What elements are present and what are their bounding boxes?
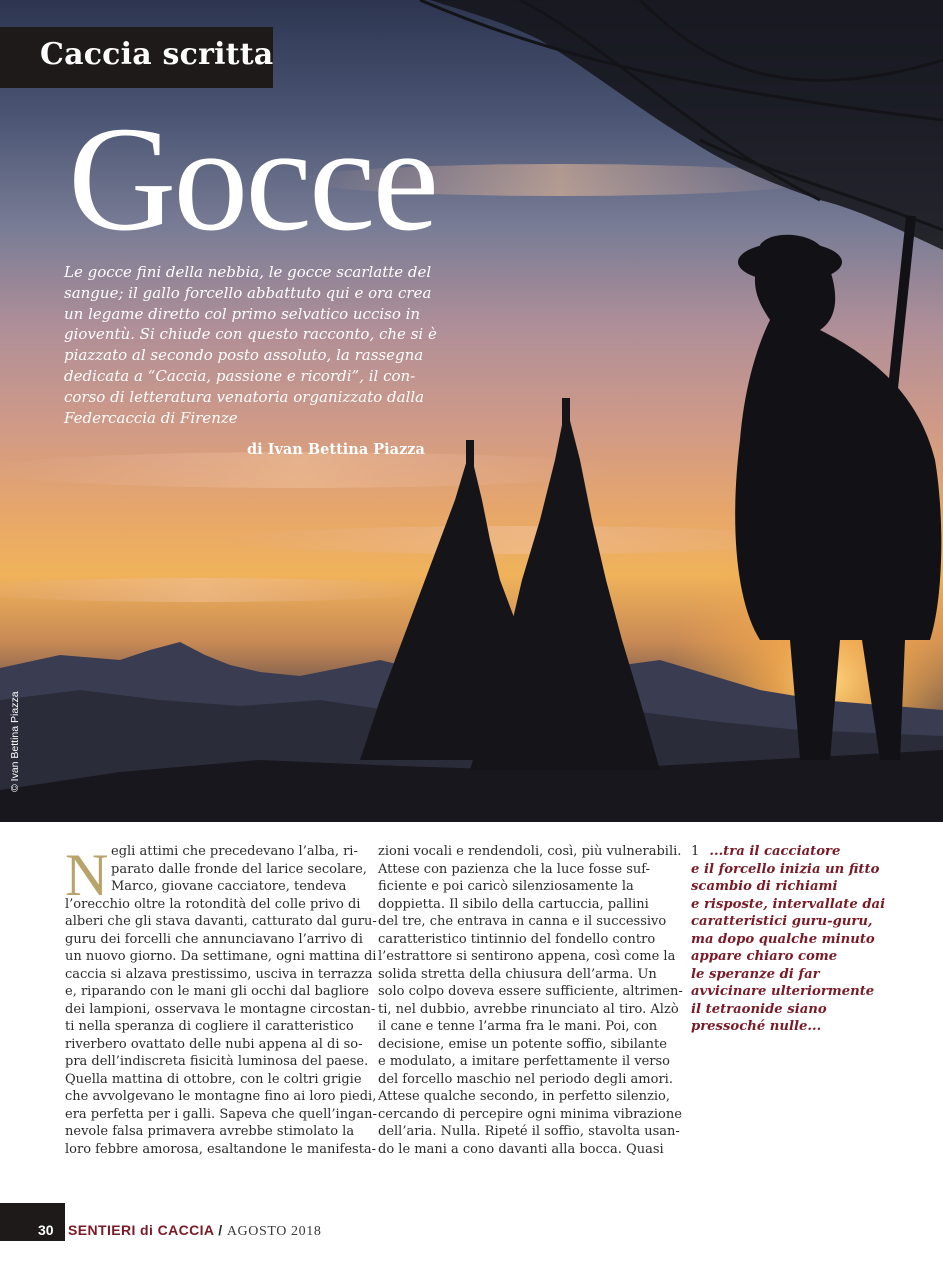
page-number: 30 [38,1222,54,1238]
standfirst-line: piazzato al secondo posto assoluto, la rassegna [64,346,424,365]
caption-first-line [691,843,901,861]
article-title: Gocce [68,96,437,262]
body-line: del tre, che entrava in canna e il successivo [378,914,667,929]
body-column-2 [378,843,683,1158]
body-line: doppietta. Il sibilo della cartuccia, pallini [378,896,649,912]
body-line: Quella mattina di ottobre, con le coltri grigie [65,1071,362,1087]
standfirst-line: corso di letteratura venatoria organizzato dalla [64,387,425,406]
body-line: solida stretta della chiusura dell’arma. Un [378,966,657,982]
caption-line: avvicinare ulteriormente [691,984,875,999]
body-line: pra dell’indiscreta fisicità luminosa del paese. [65,1054,369,1069]
body-line: dei lampioni, osservava le montagne circostan- [65,1001,376,1017]
body-line: l’estrattore si sentirono appena, così come la [378,949,676,964]
body-line: solo colpo doveva essere sufficiente, altrimen- [378,984,683,999]
body-line: che avvolgevano le montagne fino ai loro piedi, [65,1089,377,1104]
caption-line: e risposte, intervallate dai [691,896,886,912]
caption-line: appare chiaro come [691,949,838,964]
body-line: ficiente e poi caricò silenziosamente la [378,879,634,894]
body-line: era perfetta per i galli. Sapeva che quell’ingan- [65,1106,377,1122]
body-line: e, riparando con le mani gli occhi dal bagliore [65,984,369,999]
section-tag-label: Caccia scritta [40,37,274,72]
body-line: guru dei forcelli che annunciavano l’arrivo di [65,931,363,947]
body-line: ti nella speranza di cogliere il caratteristico [65,1019,354,1034]
standfirst-line: dedicata a “Caccia, passione e ricordi”, il con- [64,366,416,385]
body-line: ti, nel dubbio, avrebbe rinunciato al tiro. Alzò [378,1001,679,1017]
standfirst [64,262,437,428]
body-line: riverbero ovattato delle nubi appena al di so- [65,1036,363,1052]
drop-cap: N [65,842,109,908]
standfirst-line: sangue; il gallo forcello abbattuto qui e ora crea [64,283,432,302]
body-line: dell’aria. Nulla. Ripeté il soffio, stavolta usan- [378,1124,680,1139]
magazine-name: SENTIERI di CACCIA [68,1222,214,1238]
caption-line: caratteristici guru-guru, [691,914,873,929]
body-line: un nuovo giorno. Da settimane, ogni mattina di [65,949,377,964]
caption-line: scambio di richiami [691,879,838,894]
footer-tab [0,1203,65,1241]
caption-line: pressoché nulle... [691,1019,822,1034]
caption-number: 1 [691,844,700,859]
section-tag [0,27,273,88]
standfirst-line: gioventù. Si chiude con questo racconto, che si è [64,325,437,344]
body-line: caccia si alzava prestissimo, usciva in terrazza [65,966,373,982]
caption-line: ma dopo qualche minuto [691,931,875,947]
body-line: decisione, emise un potente soffio, sibilante [378,1036,667,1052]
caption-line: e il forcello inizia un fitto [691,861,880,877]
photo-caption [691,843,901,1036]
body-line: Attese qualche secondo, in perfetto silenzio, [378,1089,670,1104]
body-line: del forcello maschio nel periodo degli amori. [378,1071,673,1087]
body-line: caratteristico tintinnio del fondello contro [378,931,656,947]
caption-line: ...tra il cacciatore [709,844,841,859]
body-column-1 [65,842,377,1158]
body-line: loro febbre amorosa, esaltandone le manifesta- [65,1141,377,1157]
body-line: Attese con pazienza che la luce fosse suf- [378,861,651,877]
body-line: Marco, giovane cacciatore, tendeva [111,879,347,894]
magazine-footer [68,1222,321,1240]
body-line: cercando di percepire ogni minima vibrazione [378,1106,682,1122]
standfirst-line: un legame diretto col primo selvatico ucciso in [64,304,421,323]
footer-separator: / [218,1222,223,1238]
body-line: l’orecchio oltre la rotondità del colle privo di [65,896,361,912]
body-line: egli attimi che precedevano l’alba, ri- [111,844,358,859]
caption-line: il tetraonide siano [691,1001,827,1017]
standfirst-line: Le gocce fini della nebbia, le gocce scarlatte del [64,263,432,281]
body-line: parato dalle fronde del larice secolare, [111,861,367,877]
body-line: nevole falsa primavera avrebbe stimolato la [65,1124,355,1139]
body-line: zioni vocali e rendendoli, così, più vulnerabili. [378,844,682,859]
standfirst-line: Federcaccia di Firenze [64,408,238,427]
body-line: alberi che gli stava davanti, catturato dal guru- [65,914,377,929]
body-line: e modulato, a imitare perfettamente il verso [378,1054,671,1069]
body-line: do le mani a cono davanti alla bocca. Quasi [378,1141,664,1157]
caption-line: le speranze di far [691,966,820,982]
photo-credit: © Ivan Bettina Piazza [9,691,21,792]
author-byline: di Ivan Bettina Piazza [247,441,425,458]
issue-date: AGOSTO 2018 [226,1224,322,1239]
body-line: il cane e tenne l’arma fra le mani. Poi, con [378,1019,658,1034]
